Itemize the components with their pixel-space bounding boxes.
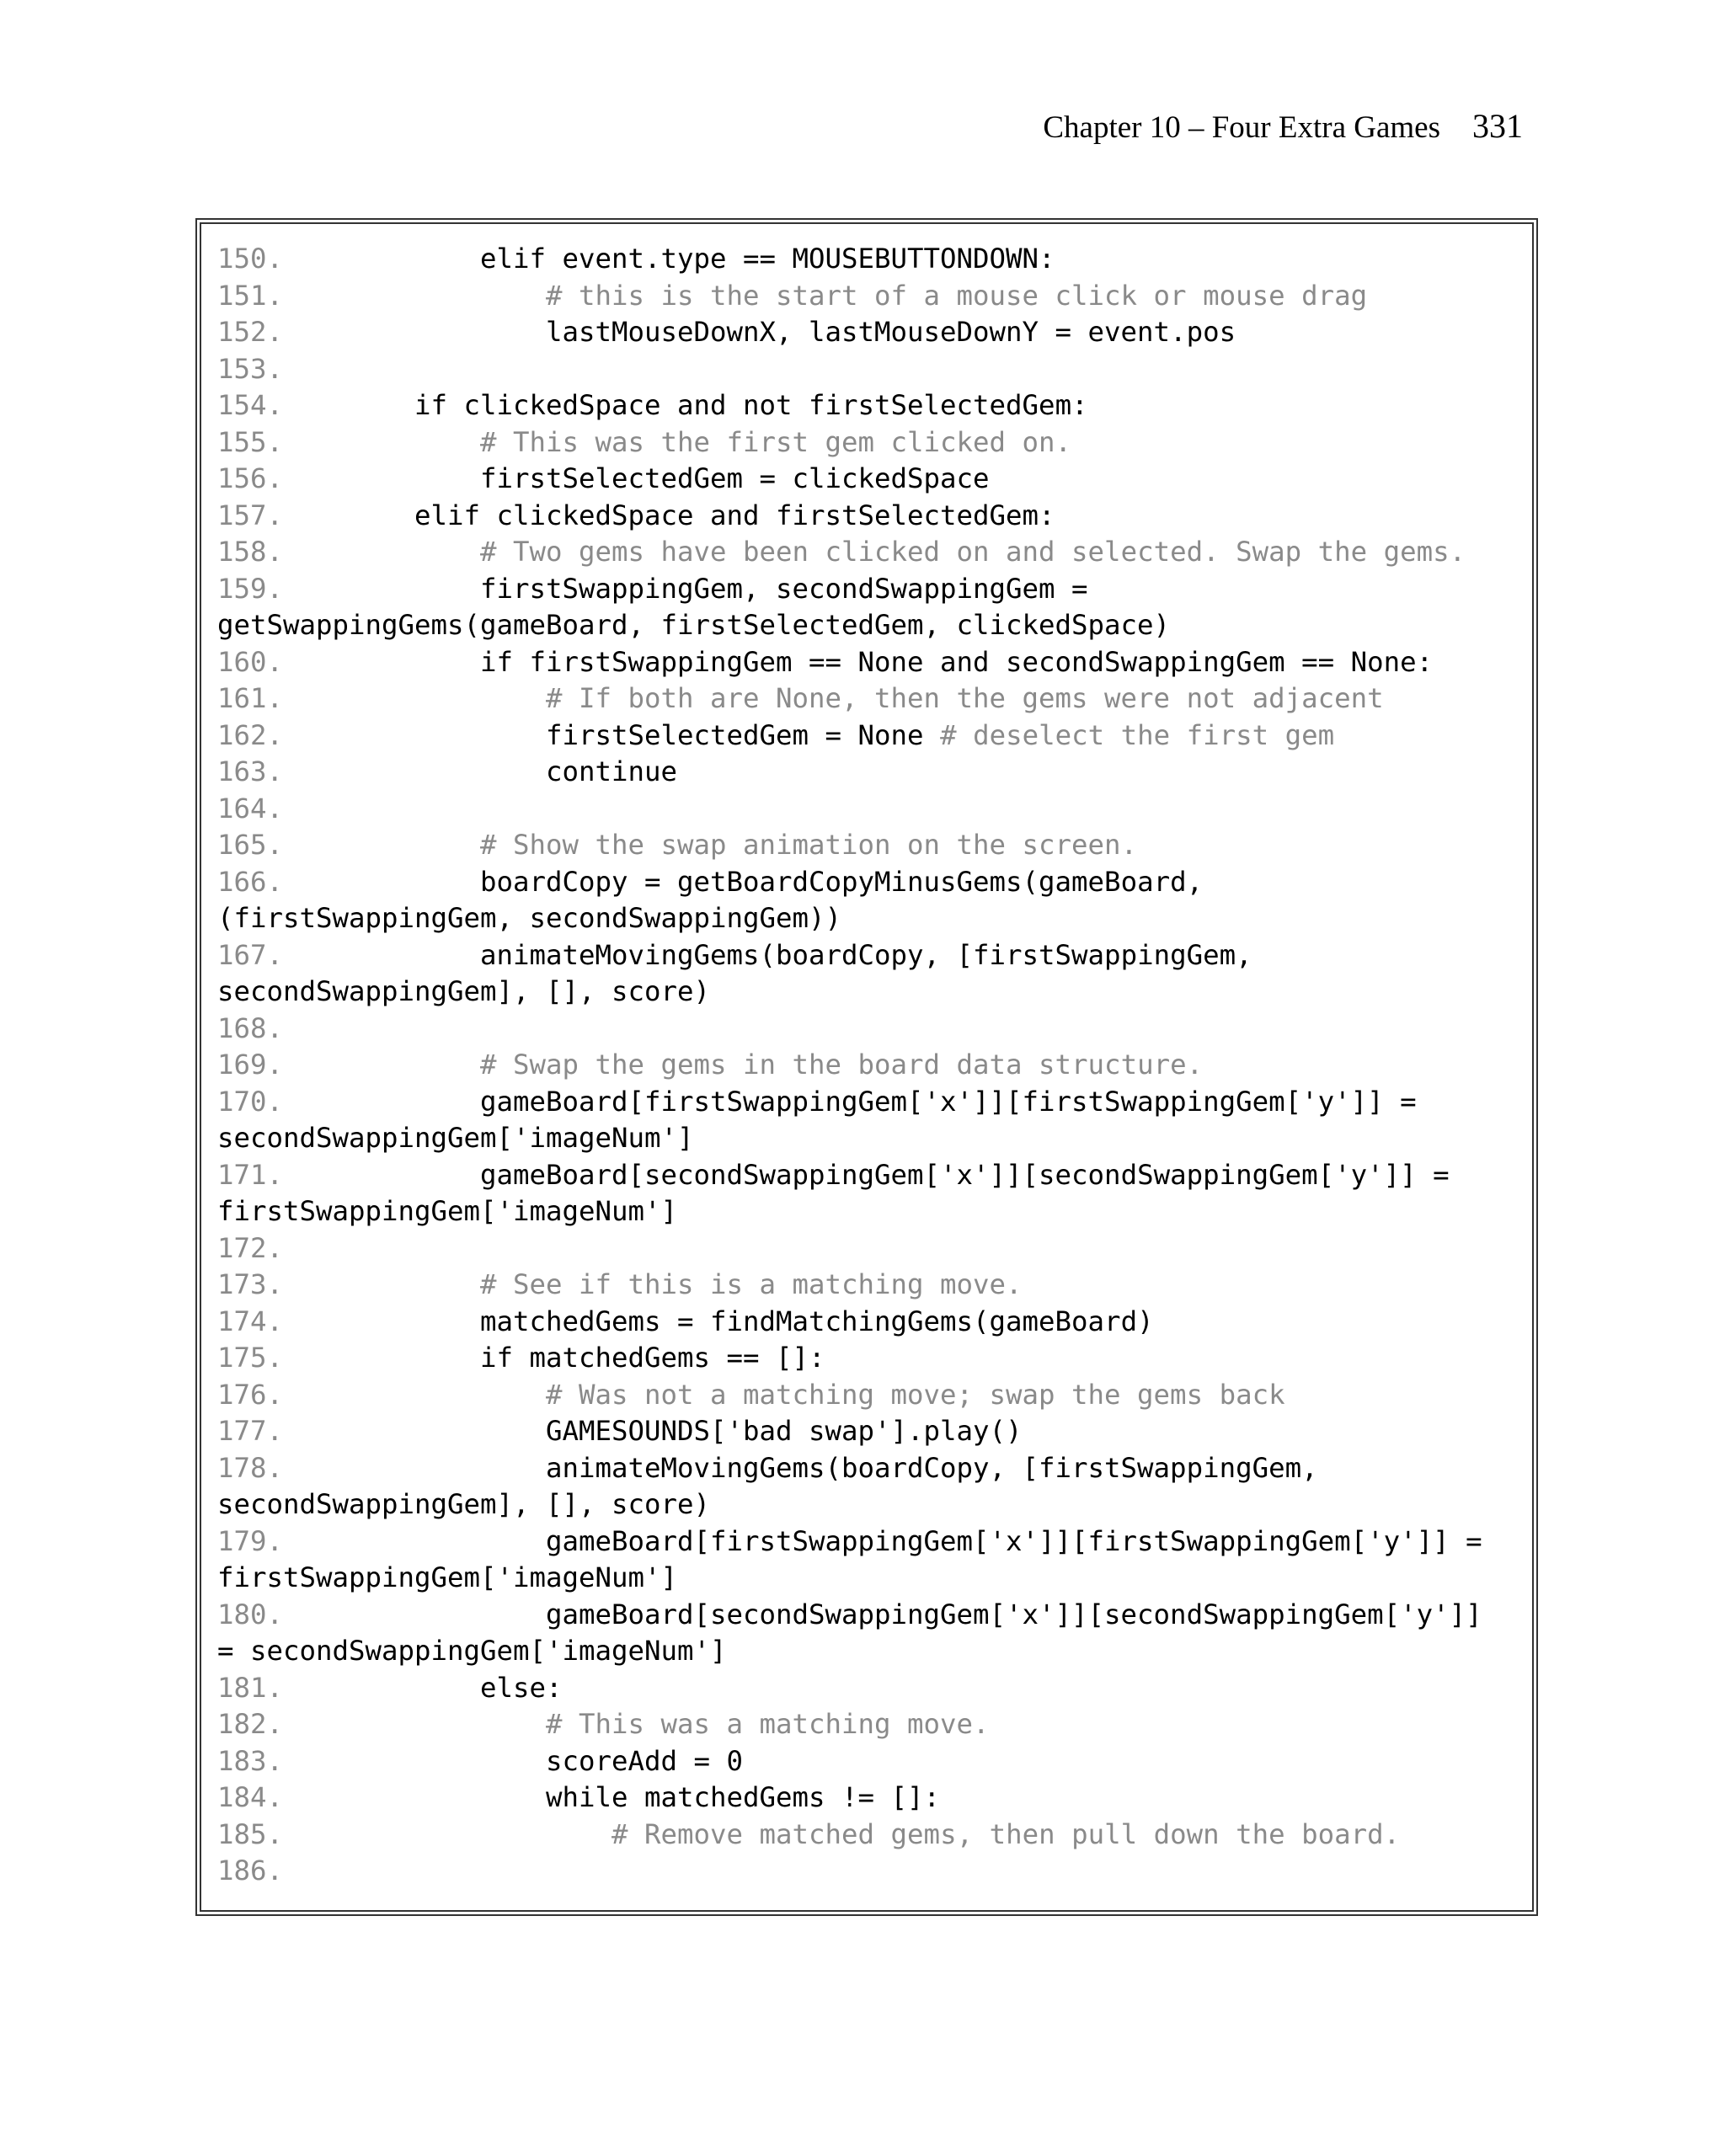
code-comment: # This was the first gem clicked on. <box>480 425 1072 458</box>
code-text: secondSwappingGem], [], score) <box>217 1488 711 1520</box>
code-line <box>217 314 1482 351</box>
code-text: getSwappingGems(gameBoard, firstSelectedGem, clickedSpace) <box>217 609 1171 641</box>
code-line <box>217 241 1482 278</box>
code-text: elif event.type == MOUSEBUTTONDOWN: <box>480 243 1055 275</box>
code-comment: # This was a matching move. <box>546 1708 990 1740</box>
code-line <box>217 1267 1482 1304</box>
line-number: 155. <box>217 425 284 458</box>
page-header <box>1043 106 1523 146</box>
line-number: 171. <box>217 1158 284 1191</box>
code-comment: # Show the swap animation on the screen. <box>480 829 1138 861</box>
code-comment: # this is the start of a mouse click or mouse drag <box>546 279 1368 312</box>
code-line <box>217 718 1482 755</box>
code-line <box>217 1304 1482 1341</box>
code-text: if clickedSpace and not firstSelectedGem: <box>414 389 1088 421</box>
code-text: (firstSwappingGem, secondSwappingGem)) <box>217 902 842 934</box>
line-number: 154. <box>217 389 284 421</box>
code-line <box>217 1011 1482 1048</box>
code-line-continuation <box>217 900 1482 937</box>
line-number: 162. <box>217 718 284 751</box>
line-number: 159. <box>217 572 284 605</box>
code-listing <box>217 241 1482 1890</box>
code-text: gameBoard[secondSwappingGem['x']][secondSwappingGem['y']] <box>546 1598 1482 1630</box>
code-line-continuation <box>217 974 1482 1011</box>
code-line <box>217 1047 1482 1084</box>
code-text: secondSwappingGem], [], score) <box>217 975 711 1007</box>
code-text: if firstSwappingGem == None and secondSwappingGem == None: <box>480 645 1434 678</box>
line-number: 185. <box>217 1817 284 1850</box>
line-number: 179. <box>217 1524 284 1557</box>
code-line-continuation <box>217 1633 1482 1670</box>
line-number: 168. <box>217 1011 284 1044</box>
code-text: boardCopy = getBoardCopyMinusGems(gameBoard, <box>480 865 1204 898</box>
code-line-continuation <box>217 1193 1482 1230</box>
line-number: 170. <box>217 1085 284 1118</box>
code-line <box>217 1377 1482 1414</box>
code-line <box>217 1706 1482 1743</box>
code-line <box>217 461 1482 498</box>
line-number: 176. <box>217 1378 284 1411</box>
line-number: 166. <box>217 865 284 898</box>
code-comment: # deselect the first gem <box>940 718 1335 751</box>
code-text: gameBoard[firstSwappingGem['x']][firstSwappingGem['y']] = <box>546 1524 1482 1557</box>
line-number: 156. <box>217 462 284 494</box>
code-line <box>217 1084 1482 1121</box>
line-number: 153. <box>217 352 284 385</box>
code-line <box>217 534 1482 571</box>
code-text: matchedGems = findMatchingGems(gameBoard) <box>480 1305 1154 1337</box>
code-line-continuation <box>217 1486 1482 1524</box>
line-number: 151. <box>217 279 284 312</box>
line-number: 183. <box>217 1744 284 1777</box>
line-number: 177. <box>217 1415 284 1447</box>
line-number: 184. <box>217 1781 284 1813</box>
code-text: firstSwappingGem['imageNum'] <box>217 1195 678 1227</box>
code-line-continuation <box>217 1120 1482 1157</box>
code-comment: # Two gems have been clicked on and selected. Swap the gems. <box>480 536 1466 568</box>
line-number: 186. <box>217 1854 284 1886</box>
page-number: 331 <box>1472 107 1523 145</box>
code-text: else: <box>480 1671 563 1704</box>
code-line <box>217 644 1482 681</box>
line-number: 161. <box>217 682 284 714</box>
line-number: 181. <box>217 1671 284 1704</box>
line-number: 167. <box>217 938 284 971</box>
code-line <box>217 278 1482 315</box>
code-comment: # See if this is a matching move. <box>480 1268 1023 1300</box>
code-line <box>217 1853 1482 1890</box>
code-line-continuation <box>217 1560 1482 1597</box>
line-number: 172. <box>217 1231 284 1264</box>
code-text: = secondSwappingGem['imageNum'] <box>217 1635 727 1667</box>
line-number: 180. <box>217 1598 284 1630</box>
code-line <box>217 387 1482 424</box>
code-line <box>217 1230 1482 1267</box>
code-line <box>217 571 1482 608</box>
code-line <box>217 1780 1482 1817</box>
line-number: 160. <box>217 645 284 678</box>
code-text: secondSwappingGem['imageNum'] <box>217 1122 694 1154</box>
code-line <box>217 1340 1482 1377</box>
line-number: 150. <box>217 243 284 275</box>
code-line <box>217 1524 1482 1561</box>
code-text: firstSelectedGem = None <box>546 718 941 751</box>
line-number: 174. <box>217 1305 284 1337</box>
line-number: 173. <box>217 1268 284 1300</box>
code-line <box>217 498 1482 535</box>
line-number: 163. <box>217 755 284 787</box>
code-text: if matchedGems == []: <box>480 1342 825 1374</box>
code-text: firstSwappingGem['imageNum'] <box>217 1561 678 1593</box>
code-text: gameBoard[firstSwappingGem['x']][firstSwappingGem['y']] = <box>480 1085 1417 1118</box>
code-line <box>217 1413 1482 1450</box>
code-text: animateMovingGems(boardCopy, [firstSwappingGem, <box>480 938 1252 971</box>
code-text: animateMovingGems(boardCopy, [firstSwappingGem, <box>546 1451 1318 1484</box>
line-number: 178. <box>217 1451 284 1484</box>
code-text: GAMESOUNDS['bad swap'].play() <box>546 1415 1023 1447</box>
code-text: firstSwappingGem, secondSwappingGem = <box>480 572 1088 605</box>
line-number: 152. <box>217 316 284 348</box>
code-comment: # Remove matched gems, then pull down the board. <box>611 1817 1401 1850</box>
line-number: 164. <box>217 792 284 825</box>
code-text: lastMouseDownX, lastMouseDownY = event.pos <box>546 316 1236 348</box>
line-number: 165. <box>217 829 284 861</box>
line-number: 158. <box>217 536 284 568</box>
line-number: 175. <box>217 1342 284 1374</box>
code-line <box>217 680 1482 718</box>
code-line <box>217 1157 1482 1194</box>
code-text: elif clickedSpace and firstSelectedGem: <box>414 499 1055 531</box>
code-line <box>217 1597 1482 1634</box>
code-line <box>217 1743 1482 1780</box>
code-text: firstSelectedGem = clickedSpace <box>480 462 990 494</box>
code-comment: # Swap the gems in the board data structure. <box>480 1049 1204 1081</box>
code-comment: # If both are None, then the gems were not adjacent <box>546 682 1384 714</box>
code-text: gameBoard[secondSwappingGem['x']][secondSwappingGem['y']] = <box>480 1158 1450 1191</box>
code-line <box>217 791 1482 828</box>
code-comment: # Was not a matching move; swap the gems back <box>546 1378 1285 1411</box>
line-number: 182. <box>217 1708 284 1740</box>
code-line <box>217 827 1482 864</box>
code-line <box>217 864 1482 901</box>
code-text: while matchedGems != []: <box>546 1781 941 1813</box>
code-line <box>217 1670 1482 1707</box>
code-line <box>217 424 1482 462</box>
code-line <box>217 937 1482 974</box>
chapter-title: Chapter 10 – Four Extra Games <box>1043 110 1440 145</box>
line-number: 157. <box>217 499 284 531</box>
code-text: scoreAdd = 0 <box>546 1744 744 1777</box>
code-text: continue <box>546 755 678 787</box>
code-line <box>217 1817 1482 1854</box>
code-line-continuation <box>217 607 1482 644</box>
code-line <box>217 1450 1482 1487</box>
line-number: 169. <box>217 1049 284 1081</box>
code-line <box>217 351 1482 388</box>
code-line <box>217 754 1482 791</box>
